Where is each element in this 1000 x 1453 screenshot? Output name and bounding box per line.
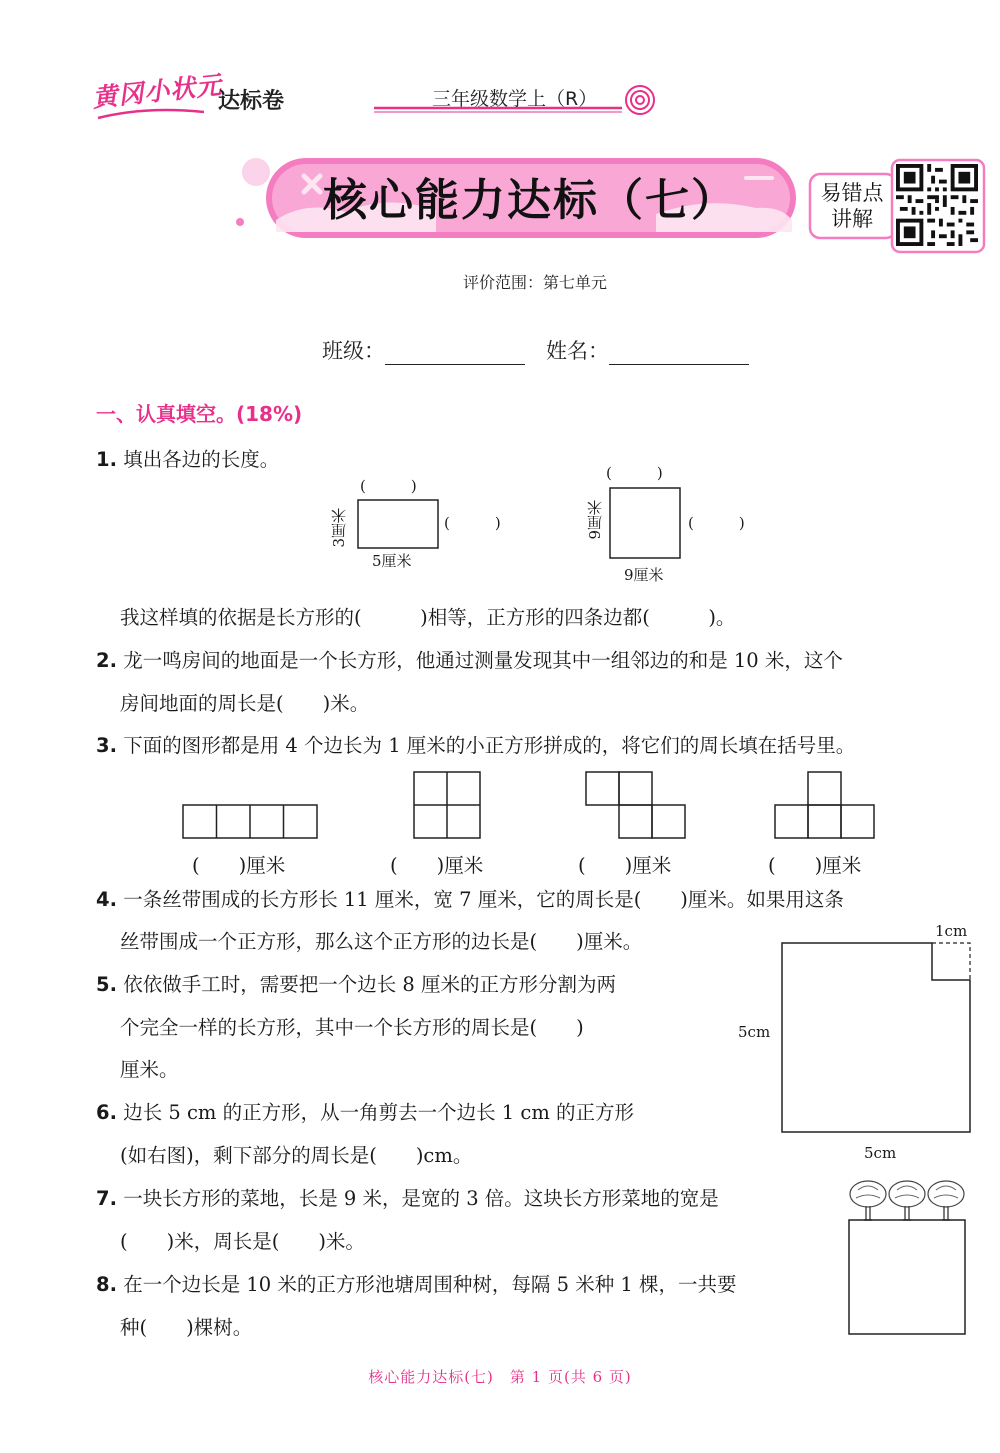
- name-blank[interactable]: [609, 342, 749, 365]
- rect-bottom-label: 5厘米: [372, 552, 412, 570]
- brand-swoosh-icon: [96, 104, 206, 124]
- brand-logo: 黄冈小状元: [90, 70, 224, 113]
- question-5: [96, 969, 616, 997]
- q3-answer-1[interactable]: ( )厘米: [192, 854, 286, 877]
- q8-line2: 种( )棵树。: [120, 1316, 253, 1339]
- q8-pond-figure: [844, 1176, 970, 1338]
- question-text: 填出各边的长度。: [123, 448, 280, 471]
- q5-line2: 个完全一样的长方形，其中一个长方形的周长是( ): [120, 1016, 584, 1039]
- question-number: 8.: [96, 1273, 117, 1296]
- class-label: 班级：: [322, 339, 385, 363]
- question-2: [96, 645, 843, 673]
- square-right-paren[interactable]: ( ): [688, 514, 745, 532]
- rect-left-label: 3厘米: [330, 508, 348, 548]
- tree-icon: [850, 1181, 886, 1220]
- question-6: [96, 1097, 634, 1125]
- question-number: 1.: [96, 448, 117, 471]
- section-title: 一、认真填空。(18%): [96, 402, 303, 426]
- q6-bottom-label: 5cm: [864, 1144, 897, 1162]
- question-text: 龙一鸣房间的地面是一个长方形，他通过测量发现其中一组邻边的和是 10 米，这个: [123, 649, 843, 672]
- q3-figures: [180, 770, 880, 842]
- question-text: 一块长方形的菜地，长是 9 米，是宽的 3 倍。这块长方形菜地的宽是: [123, 1187, 719, 1210]
- page-footer: 核心能力达标(七) 第 1 页(共 6 页): [368, 1368, 632, 1386]
- q3-answer-2[interactable]: ( )厘米: [390, 854, 484, 877]
- question-number: 6.: [96, 1101, 117, 1124]
- page-title: 核心能力达标（七）: [323, 175, 737, 226]
- rect-right-paren[interactable]: ( ): [444, 514, 501, 532]
- question-text: 下面的图形都是用 4 个边长为 1 厘米的小正方形拼成的，将它们的周长填在括号里。: [123, 734, 856, 757]
- question-number: 7.: [96, 1187, 117, 1210]
- question-text: 在一个边长是 10 米的正方形池塘周围种树，每隔 5 米种 1 棵，一共要: [123, 1273, 737, 1296]
- class-field[interactable]: [322, 335, 525, 365]
- q5-line3: 厘米。: [120, 1058, 179, 1081]
- q6-left-label: 5cm: [738, 1023, 771, 1041]
- q1-basis: 我这样填的依据是长方形的( )相等，正方形的四条边都( )。: [120, 606, 736, 629]
- rect-top-paren[interactable]: ( ): [360, 477, 417, 495]
- question-number: 2.: [96, 649, 117, 672]
- q6-corner-label: 1cm: [935, 922, 968, 940]
- q7-line2: ( )米，周长是( )米。: [120, 1230, 365, 1253]
- tree-icon: [928, 1181, 964, 1220]
- q4-line2: 丝带围成一个正方形，那么这个正方形的边长是( )厘米。: [120, 930, 643, 953]
- question-number: 3.: [96, 734, 117, 757]
- square-top-paren[interactable]: ( ): [606, 464, 663, 482]
- question-8: [96, 1269, 737, 1297]
- grade-label: 三年级数学上（R）: [432, 88, 598, 110]
- question-number: 4.: [96, 888, 117, 911]
- question-text: 边长 5 cm 的正方形，从一角剪去一个边长 1 cm 的正方形: [123, 1101, 635, 1124]
- brand-subtitle: 达标卷: [218, 89, 285, 114]
- name-field[interactable]: [546, 335, 749, 365]
- question-1: [96, 444, 279, 472]
- question-text: 依依做手工时，需要把一个边长 8 厘米的正方形分割为两: [123, 973, 616, 996]
- name-label: 姓名：: [546, 339, 609, 363]
- qr-caption-line2: 讲解: [831, 207, 873, 231]
- question-text: 一条丝带围成的长方形长 11 厘米，宽 7 厘米，它的周长是( )厘米。如果用这条: [123, 888, 844, 911]
- class-blank[interactable]: [385, 342, 525, 365]
- q6-line2: (如右图)，剩下部分的周长是( )cm。: [120, 1144, 473, 1167]
- q2-line2: 房间地面的周长是( )米。: [120, 692, 370, 715]
- qr-caption-line1: 易错点: [820, 181, 884, 205]
- evaluation-scope: 评价范围：第七单元: [462, 273, 607, 292]
- square-left-label: 9厘米: [586, 500, 604, 540]
- q3-answer-3[interactable]: ( )厘米: [578, 854, 672, 877]
- qr-caption: [814, 180, 890, 232]
- question-7: [96, 1183, 719, 1211]
- question-4: [96, 884, 844, 912]
- q6-figure: [780, 940, 974, 1136]
- question-3: [96, 730, 855, 758]
- qr-code-icon[interactable]: [896, 164, 978, 246]
- q3-answer-4[interactable]: ( )厘米: [768, 854, 862, 877]
- square-bottom-label: 9厘米: [624, 566, 664, 584]
- question-number: 5.: [96, 973, 117, 996]
- tree-icon: [889, 1181, 925, 1220]
